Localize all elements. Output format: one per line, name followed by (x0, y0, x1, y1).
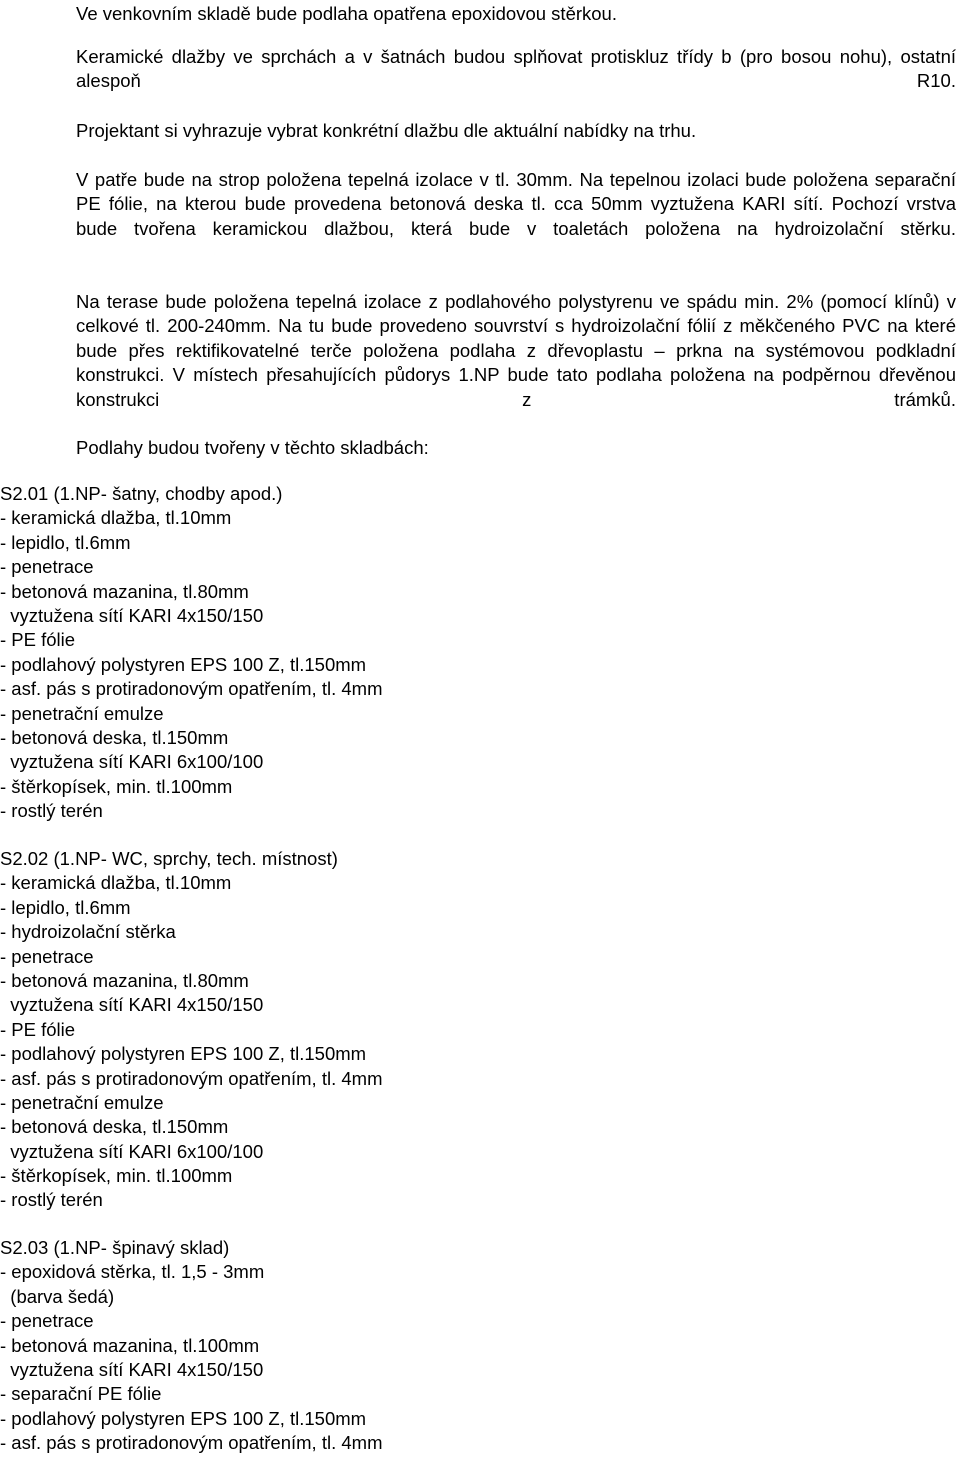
list-item: vyztužena sítí KARI 4x150/150 (0, 604, 264, 626)
list-item: (barva šedá) (0, 1285, 115, 1307)
list-item: - betonová mazanina, tl.100mm (0, 1334, 260, 1356)
paragraph-compositions-intro: Podlahy budou tvořeny v těchto skladbách: (76, 437, 429, 458)
list-item: - asf. pás s protiradonovým opatřením, tl. 4mm (0, 678, 383, 700)
section-title: S2.03 (1.NP- špinavý sklad) (0, 1237, 230, 1258)
list-item: - podlahový polystyren EPS 100 Z, tl.150mm (0, 1407, 367, 1429)
section-title: S2.02 (1.NP- WC, sprchy, tech. místnost) (0, 848, 338, 869)
section-s2-01 (0, 482, 700, 823)
paragraph-outdoor-storage: Ve venkovním skladě bude podlaha opatřena epoxidovou stěrkou. (76, 3, 617, 24)
list-item: vyztužena sítí KARI 4x150/150 (0, 994, 264, 1016)
list-item: - asf. pás s protiradonovým opatřením, tl. 4mm (0, 1432, 383, 1454)
paragraph-designer-choice: Projektant si vyhrazuje vybrat konkrétní dlažbu dle aktuální nabídky na trhu. (76, 120, 697, 141)
section-s2-02 (0, 847, 700, 1213)
list-item: - štěrkopísek, min. tl.100mm (0, 1165, 233, 1187)
list-item: - penetrační emulze (0, 702, 164, 724)
list-item: - betonová deska, tl.150mm (0, 726, 229, 748)
list-item: vyztužena sítí KARI 6x100/100 (0, 751, 264, 773)
list-item: - podlahový polystyren EPS 100 Z, tl.150mm (0, 653, 367, 675)
paragraph-terrace: Na terase bude položena tepelná izolace z podlahového polystyrenu ve spádu min. 2% (pomocí klínů) v celkové tl. 200-240mm. Na tu bude provedeno souvrství s hydroizolační fólií z měkčeného PVC na které bude přes rektifikovatelné terče položena podlaha z dřevoplastu – prkna na systémovou podkladní konstrukci. V místech přesahujících půdorys 1.NP bude tato podlaha položena na podpěrnou dřevěnou konstrukci z trámků. (76, 291, 956, 410)
list-item: - štěrkopísek, min. tl.100mm (0, 775, 233, 797)
list-item: - penetrace (0, 1310, 94, 1332)
list-item: - betonová mazanina, tl.80mm (0, 969, 249, 991)
list-item: - podlahový polystyren EPS 100 Z, tl.150mm (0, 1043, 367, 1065)
list-item: - betonová deska, tl.150mm (0, 1116, 229, 1138)
paragraph-ceramic-tiles: Keramické dlažby ve sprchách a v šatnách budou splňovat protiskluz třídy b (pro bosou nohu), ostatní alespoň R10. (76, 46, 956, 92)
list-item: - epoxidová stěrka, tl. 1,5 - 3mm (0, 1261, 265, 1283)
list-item: - rostlý terén (0, 1189, 103, 1211)
list-item: - penetrace (0, 945, 94, 967)
section-title: S2.01 (1.NP- šatny, chodby apod.) (0, 483, 283, 504)
list-item: - keramická dlažba, tl.10mm (0, 872, 232, 894)
list-item: - PE fólie (0, 1018, 76, 1040)
list-item: - asf. pás s protiradonovým opatřením, tl. 4mm (0, 1067, 383, 1089)
list-item: - penetrační emulze (0, 1091, 164, 1113)
list-item: - lepidlo, tl.6mm (0, 896, 131, 918)
paragraph-upper-floor: V patře bude na strop položena tepelná izolace v tl. 30mm. Na tepelnou izolaci bude položena separační PE fólie, na kterou bude provedena betonová deska tl. cca 50mm vyztužena KARI sítí. Pochozí vrstva bude tvořena keramickou dlažbou, která bude v toaletách položena na hydroizolační stěrku. (76, 169, 956, 239)
list-item: - betonová mazanina, tl.80mm (0, 580, 249, 602)
section-s2-03 (0, 1236, 700, 1456)
list-item: - separační PE fólie (0, 1383, 162, 1405)
list-item: - rostlý terén (0, 800, 103, 822)
list-item: vyztužena sítí KARI 6x100/100 (0, 1140, 264, 1162)
list-item: vyztužena sítí KARI 4x150/150 (0, 1358, 264, 1380)
list-item: - keramická dlažba, tl.10mm (0, 507, 232, 529)
list-item: - lepidlo, tl.6mm (0, 531, 131, 553)
list-item: - penetrace (0, 556, 94, 578)
list-item: - PE fólie (0, 629, 76, 651)
list-item: - hydroizolační stěrka (0, 921, 176, 943)
